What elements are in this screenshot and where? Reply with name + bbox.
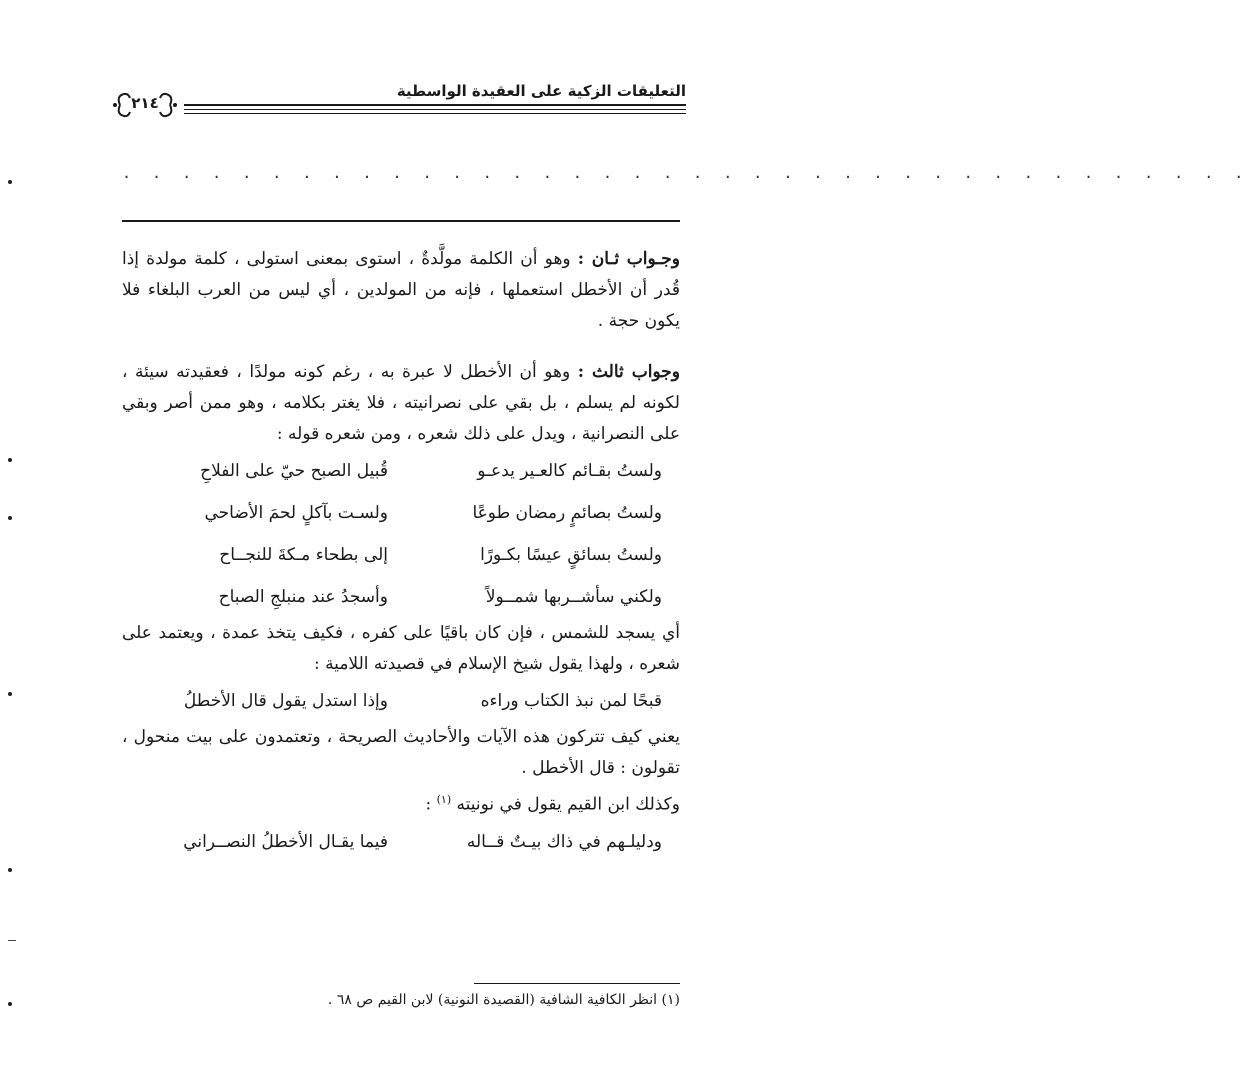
paragraph-ibn-qayyim — [122, 784, 680, 821]
verse-first-hemistich: ولستُ بصائمٍ رمضان طوعًا — [472, 503, 662, 523]
verse-second-hemistich: وإذا استدل يقول قال الأخطلُ — [183, 691, 388, 711]
margin-mark — [8, 692, 12, 696]
margin-mark — [8, 516, 12, 520]
verse-second-hemistich: فيما يقـال الأخطلُ النصــراني — [183, 831, 388, 852]
page-number: ٢١٤ — [131, 94, 159, 112]
footnote-text: انظر الكافية الشافية (القصيدة النونية) لابن القيم ص ٦٨ . — [327, 992, 658, 1008]
paragraph-second-answer — [122, 244, 680, 337]
poem-verse — [122, 450, 680, 492]
paragraph-third-answer — [122, 357, 680, 450]
poem-verse — [122, 534, 680, 576]
page-number-ornament — [112, 90, 178, 120]
paragraph-commentary: أي يسجد للشمس ، فإن كان باقيًا على كفره ، فكيف يتخذ عمدة ، ويعتمد على شعره ، ولهذا يقول شيخ الإسلام في قصيدته اللامية : — [122, 623, 680, 674]
paragraph-text: وهو أن الأخطل لا عبرة به ، رغم كونه مولدًا ، فعقيدته سيئة ، لكونه لم يسلم ، بل بقي على نصرانيته ، فلا يغتر بكلامه ، وهو ممن أصر وبقي على النصرانية ، ويدل على ذلك شعره ، ومن شعره قوله : — [122, 362, 680, 444]
header-title: التعليقات الزكية على العقيدة الواسطية — [396, 82, 686, 100]
margin-mark — [8, 180, 12, 184]
paragraph-explanation: يعني كيف تتركون هذه الآيات والأحاديث الصريحة ، وتعتمدون على بيت منحول ، تقولون : قال الأخطل . — [122, 727, 680, 778]
verse-first-hemistich: ولكني سأشــربها شمــولاً — [485, 587, 662, 607]
verse-second-hemistich: قُبيل الصبح حيّ على الفلاحِ — [200, 461, 388, 481]
paragraph-text: وهو أن الكلمة مولَّدةٌ ، استوى بمعنى استولى ، كلمة مولدة إذا قُدر أن الأخطل استعملها ، فإنه من المولدين ، أي ليس من العرب البلغاء فلا يكون حجة . — [122, 249, 680, 331]
paragraph-text: وكذلك ابن القيم يقول في نونيته — [456, 794, 680, 815]
footnote-marker: (١) — [661, 992, 680, 1008]
paragraph-label: وجواب ثالث : — [577, 362, 681, 382]
header-rule-thin — [184, 113, 686, 114]
verse-second-hemistich: ولسـت بآكلٍ لحمَ الأضاحي — [204, 503, 388, 523]
verse-first-hemistich: قبحًا لمن نبذ الكتاب وراءه — [480, 691, 662, 711]
margin-mark — [8, 940, 16, 941]
section-divider — [122, 220, 680, 222]
margin-mark — [8, 868, 12, 872]
margin-mark — [8, 1002, 12, 1006]
paragraph-label: وجـواب ثـان : — [577, 249, 680, 269]
verse-first-hemistich: ولستُ بسائقٍ عيسًا بكـورًا — [480, 545, 662, 565]
poem-verse — [122, 680, 680, 722]
poem-verse — [122, 821, 680, 863]
verse-second-hemistich: إلى بطحاء مـكةَ للنجــاح — [219, 545, 388, 565]
ellipsis-dots: . . . . . . . . . . . . . . . . . . . . . . . . . . . . . . . . . . . . . . — [122, 164, 1249, 182]
margin-mark — [8, 458, 12, 462]
verse-first-hemistich: ولستُ بقـائم كالعـير يدعـو — [477, 461, 662, 481]
footnote-reference[interactable]: (١) — [436, 793, 452, 806]
footnote — [122, 992, 680, 1008]
poem-verse — [122, 492, 680, 534]
header-rule-thin — [184, 109, 686, 110]
paragraph-tail: : — [425, 794, 437, 815]
poem-verse — [122, 576, 680, 618]
header-rule-thick — [184, 104, 686, 106]
verse-second-hemistich: وأسجدُ عند منبلجِ الصباح — [218, 587, 388, 607]
page-body — [122, 244, 680, 863]
verse-first-hemistich: ودليلـهم في ذاك بيـتٌ قــاله — [466, 831, 662, 852]
running-header — [112, 78, 686, 126]
footnote-divider — [474, 983, 680, 984]
